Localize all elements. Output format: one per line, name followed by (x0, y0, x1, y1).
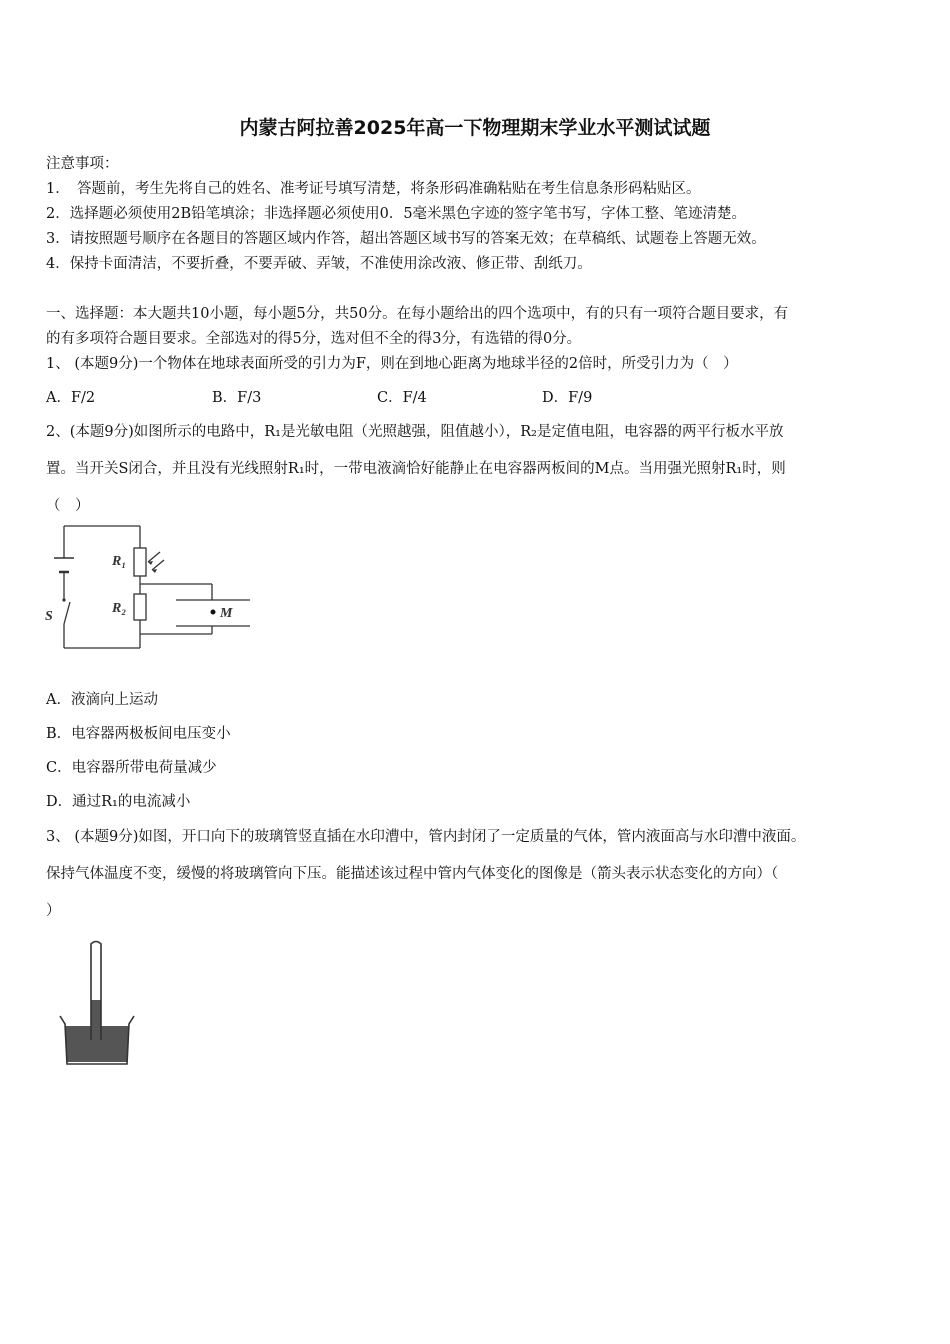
notice-item-2: 2．选择题必须使用2B铅笔填涂；非选择题必须使用0．5毫米黑色字迹的签字笔书写，字体工整、笔迹清楚。 (46, 206, 747, 222)
label-r2: R₂ (112, 601, 127, 616)
label-m: M (220, 606, 233, 621)
section1-line1: 一、选择题：本大题共10小题，每小题5分，共50分。在每小题给出的四个选项中，有的只有一项符合题目要求，有 (46, 306, 789, 322)
q3-line2: 保持气体温度不变，缓慢的将玻璃管向下压。能描述该过程中管内气体变化的图像是（箭头表示状态变化的方向）（ (46, 866, 779, 882)
q2-option-c: C．电容器所带电荷量减少 (46, 760, 217, 776)
q1-option-d: D．F/9 (542, 390, 593, 406)
switch-contact (62, 598, 65, 601)
notice-heading: 注意事项： (46, 156, 119, 172)
tube-liquid (91, 1000, 101, 1040)
section1-line2: 的有多项符合题目要求。全部选对的得5分，选对但不全的得3分，有选错的得0分。 (46, 331, 582, 347)
label-r1: R₁ (112, 554, 127, 569)
q1-text: 1、 (本题9分)一个物体在地球表面所受的引力为F，则在到地心距离为地球半径的2倍时，所受引力为（ ） (46, 356, 738, 372)
q3-line3: ） (46, 903, 61, 919)
q1-option-a: A．F/2 (46, 390, 96, 406)
r2-resistor (134, 594, 146, 620)
notice-item-4: 4．保持卡面清洁，不要折叠，不要弄破、弄皱，不准使用涂改液、修正带、刮纸刀。 (46, 256, 592, 272)
q2-line2: 置。当开关S闭合，并且没有光线照射R₁时，一带电液滴恰好能静止在电容器两板间的M点。当用强光照射R₁时，则 (46, 461, 786, 477)
q2-option-d: D．通过R₁的电流减小 (46, 794, 191, 810)
q2-line1: 2、(本题9分)如图所示的电路中，R₁是光敏电阻（光照越强，阻值越小），R₂是定值电阻，电容器的两平行板水平放 (46, 424, 784, 440)
tube-trough-diagram (55, 938, 140, 1070)
q2-option-a: A．液滴向上运动 (46, 692, 158, 708)
q2-line3: （ ） (46, 498, 90, 514)
switch-lever (64, 602, 70, 624)
q1-option-c: C．F/4 (377, 390, 427, 406)
notice-item-1: 1． 答题前，考生先将自己的姓名、准考证号填写清楚，将条形码准确粘贴在考生信息条形码粘贴区。 (46, 181, 701, 197)
r1-resistor (134, 548, 146, 576)
q3-line1: 3、 (本题9分)如图，开口向下的玻璃管竖直插在水印漕中，管内封闭了一定质量的气体，管内液面高与水印漕中液面。 (46, 829, 806, 845)
notice-item-3: 3．请按照题号顺序在各题目的答题区域内作答，超出答题区域书写的答案无效；在草稿纸、试题卷上答题无效。 (46, 231, 766, 247)
q1-option-b: B．F/3 (212, 390, 262, 406)
label-switch: S (45, 609, 53, 624)
q2-option-b: B．电容器两极板间电压变小 (46, 726, 231, 742)
page-title: 内蒙古阿拉善2025年高一下物理期末学业水平测试试题 (239, 117, 711, 139)
point-m-dot (211, 610, 216, 615)
circuit-diagram (40, 520, 270, 655)
